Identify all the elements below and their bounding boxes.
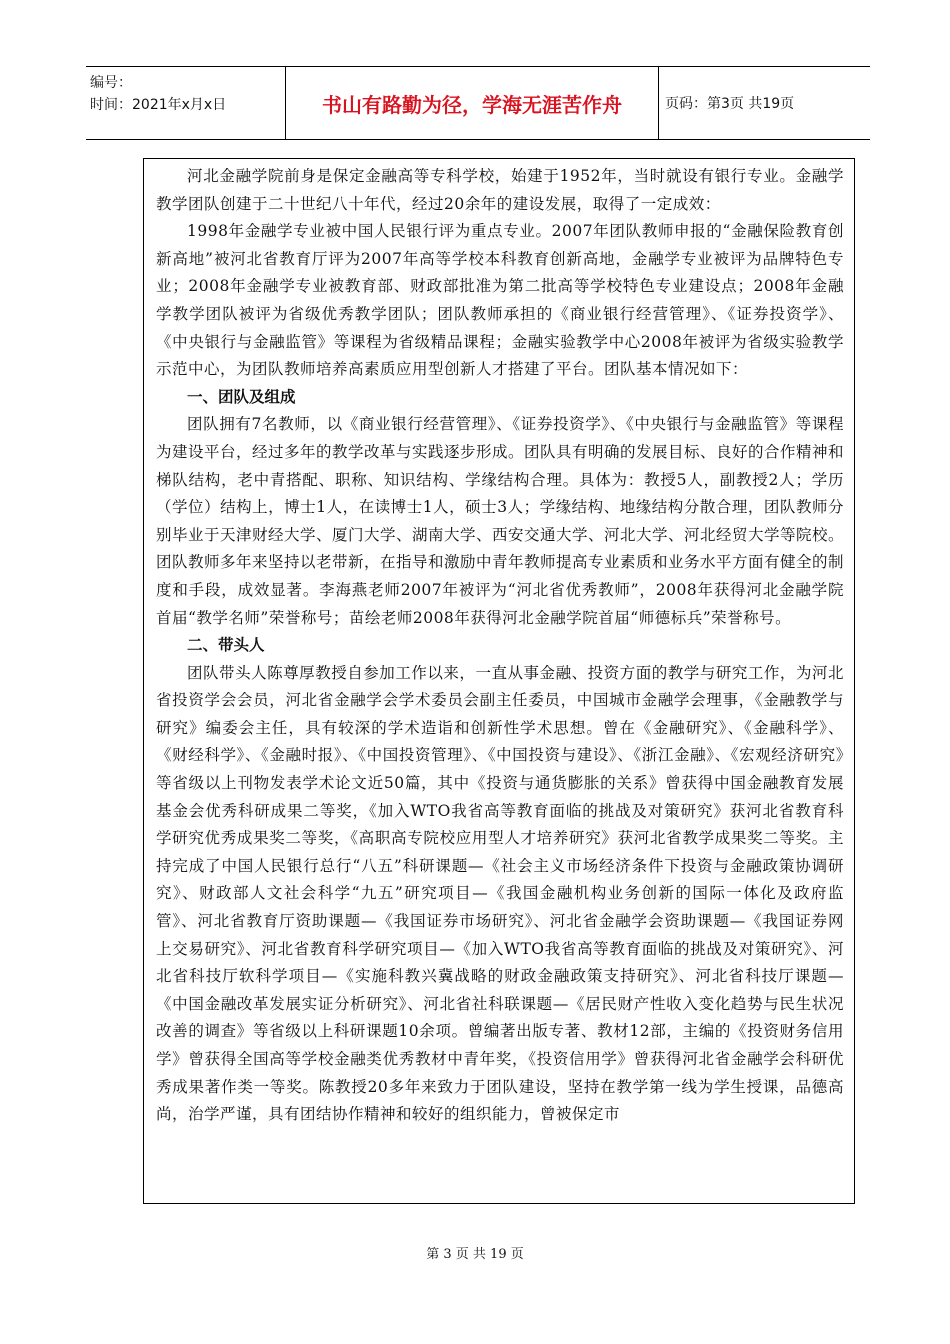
header-meta <box>86 67 286 139</box>
team-paragraph: 团队拥有7名教师，以《商业银行经营管理》、《证券投资学》、《中央银行与金融监管》等课程为建设平台，经过多年的教学改革与实践逐步形成。团队具有明确的发展目标、良好的合作精神和梯队结构，老中青搭配、职称、知识结构、学缘结构合理。具体为：教授5人，副教授2人；学历（学位）结构上，博士1人，在读博士1人，硕士3人；学缘结构、地缘结构分散合理，团队教师分别毕业于天津财经大学、厦门大学、湖南大学、西安交通大学、河北大学、河北经贸大学等院校。团队教师多年来坚持以老带新，在指导和激励中青年教师提高专业素质和业务水平方面有健全的制度和手段，成效显著。李海燕老师2007年被评为“河北省优秀教师”，2008年获得河北金融学院首届“教学名师”荣誉称号；苗绘老师2008年获得河北金融学院首届“师德标兵”荣誉称号。 <box>156 415 845 627</box>
page-header <box>86 66 870 140</box>
content-box <box>143 158 855 1204</box>
achievements-paragraph: 1998年金融学专业被中国人民银行评为重点专业。2007年团队教师申报的“金融保险教育创新高地”被河北省教育厅评为2007年高等学校本科教育创新高地，金融学专业被评为品牌特色专业；2008年金融学专业被教育部、财政部批准为第二批高等学校特色专业建设点；2008年金融学教学团队被评为省级优秀教学团队；团队教师承担的《商业银行经营管理》、《证券投资学》、《中央银行与金融监管》等课程为省级精品课程；金融实验教学中心2008年被评为省级实验教学示范中心，为团队教师培养高素质应用型创新人才搭建了平台。团队基本情况如下： <box>156 222 844 379</box>
section-heading-team: 一、团队及组成 <box>187 387 296 406</box>
intro-paragraph: 河北金融学院前身是保定金融高等专科学校，始建于1952年，当时就设有银行专业。金融学教学团队创建于二十世纪八十年代，经过20余年的建设发展，取得了一定成效： <box>156 167 844 213</box>
document-date: 时间：2021年x月x日 <box>90 97 227 113</box>
page-footer: 第 3 页 共 19 页 <box>426 1247 524 1262</box>
header-motto: 书山有路勤为径，学海无涯苦作舟 <box>286 67 659 139</box>
leader-paragraph: 团队带头人陈尊厚教授自参加工作以来，一直从事金融、投资方面的教学与研究工作，为河北省投资学会会员，河北省金融学会学术委员会副主任委员，中国城市金融学会理事，《金融教学与研究》编委会主任，具有较深的学术造诣和创新性学术思想。曾在《金融研究》、《金融科学》、《财经科学》、《金融时报》、《中国投资管理》、《中国投资与建设》、《浙江金融》、《宏观经济研究》等省级以上刊物发表学术论文近50篇，其中《投资与通货膨胀的关系》曾获得中国金融教育发展基金会优秀科研成果二等奖，《加入WTO我省高等教育面临的挑战及对策研究》获河北省教育科学研究优秀成果奖二等奖，《高职高专院校应用型人才培养研究》获河北省教学成果奖二等奖。主持完成了中国人民银行总行“八五”科研课题—《社会主义市场经济条件下投资与金融政策协调研究》、财政部人文社会科学“九五”研究项目—《我国金融机构业务创新的国际一体化及政府监管》、河北省教育厅资助课题—《我国证券市场研究》、河北省金融学会资助课题—《我国证券网上交易研究》、河北省教育科学研究项目—《加入WTO我省高等教育面临的挑战及对策研究》、河北省科技厅软科学项目—《实施科教兴冀战略的财政金融政策支持研究》、河北省科技厅课题—《中国金融改革发展实证分析研究》、河北省社科联课题—《居民财产性收入变化趋势与民生状况改善的调查》等省级以上科研课题10余项。曾编著出版专著、教材12部，主编的《投资财务信用学》曾获得全国高等学校金融类优秀教材中青年奖，《投资信用学》曾获得河北省金融学会科研优秀成果著作类一等奖。陈教授20多年来致力于团队建设，坚持在教学第一线为学生授课，品德高尚，治学严谨，具有团结协作精神和较好的组织能力，曾被保定市 <box>156 663 844 1124</box>
header-page-info: 页码：第3页 共19页 <box>665 96 795 112</box>
section-heading-leader: 二、带头人 <box>187 636 265 655</box>
document-number-label: 编号： <box>90 75 132 91</box>
